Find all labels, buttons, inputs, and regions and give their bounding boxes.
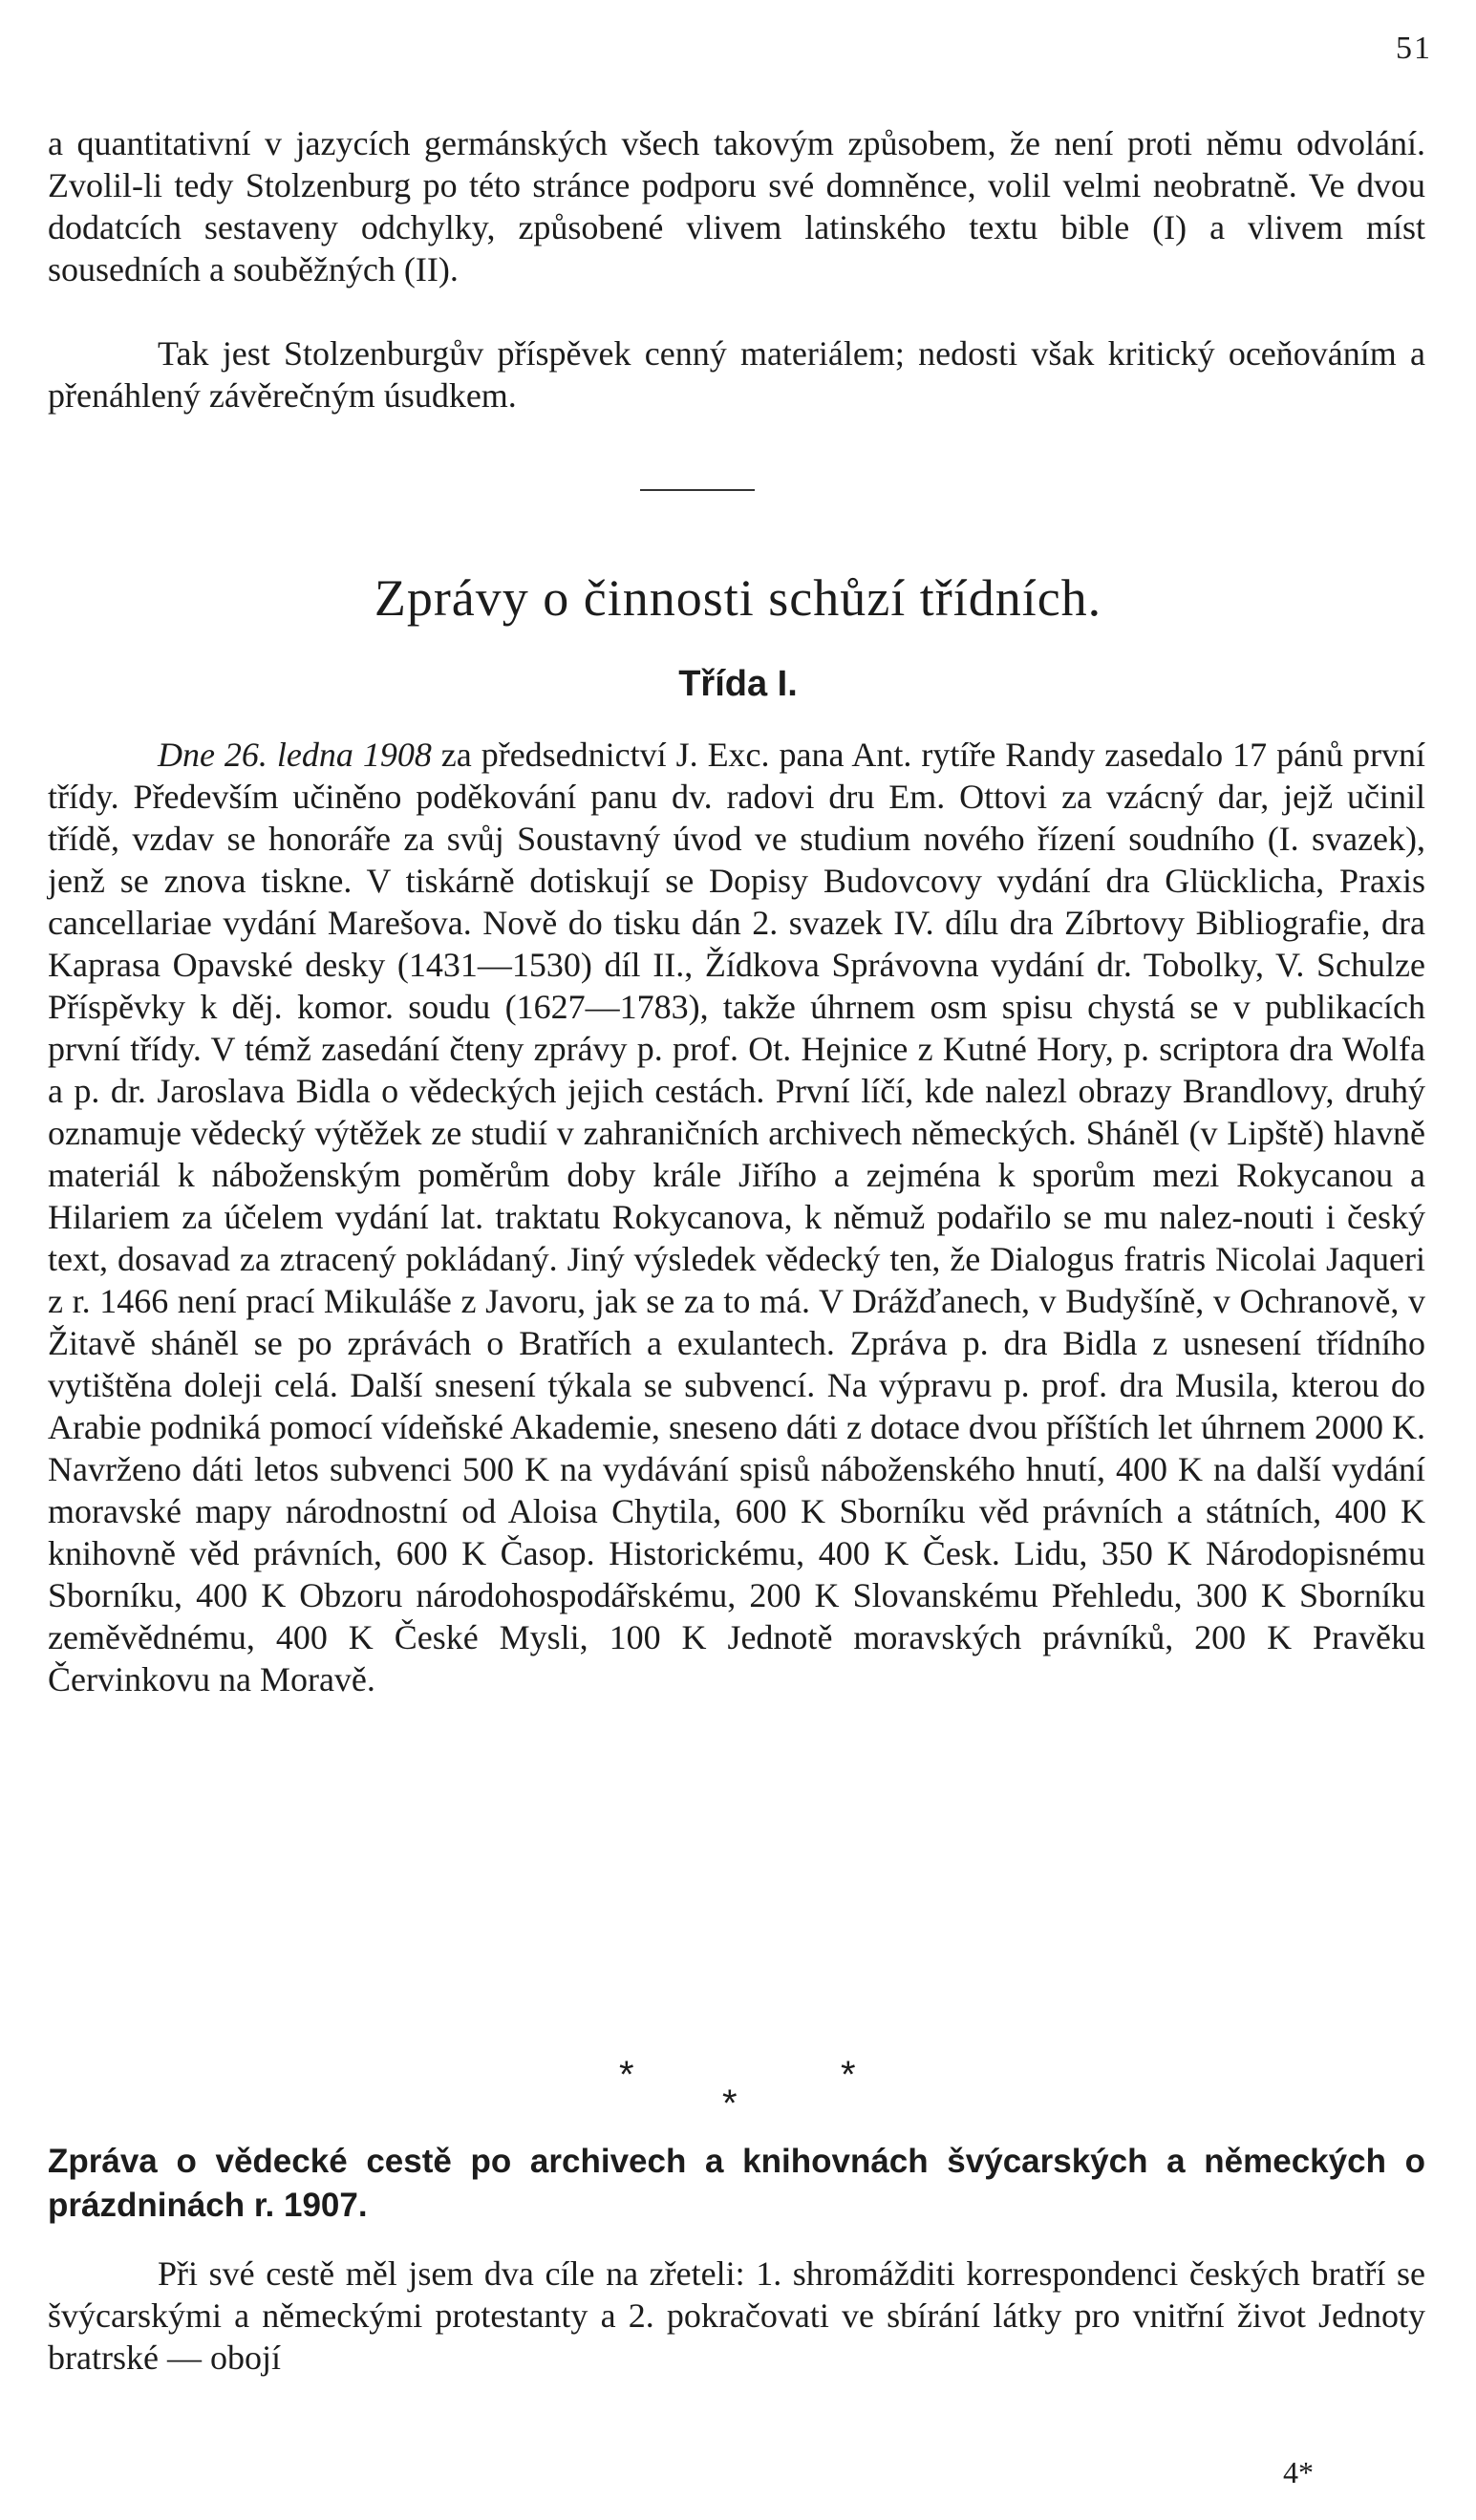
- session-report-text: za předsednictví J. Exc. pana Ant. rytíře Randy zasedalo 17 pánů první třídy. Především učiněno poděkování panu dv. radovi dru Em. Ottovi za vzácný dar, jejž učinil třídě, vzdav se honoráře za svůj Soustavný úvod ve studium nového řízení soudního (I. svazek), jenž se znova tiskne. V tiskárně dotiskují se Dopisy Budovcovy vydání dra Glücklicha, Praxis cancellariae vydání Marešova. Nově do tisku dán 2. svazek IV. dílu dra Zíbrtovy Bibliografie, dra Kaprasa Opavské desky (1431—1530) díl II., Žídkova Správovna vydání dr. Tobolky, V. Schulze Příspěvky k děj. komor. soudu (1627—1783), takže úhrnem osm spisu chystá se v publikacích první třídy. V témž zasedání čteny zprávy p. prof. Ot. Hejnice z Kutné Hory, p. scriptora dra Wolfa a p. dr. Jaroslava Bidla o vědeckých jejich cestách. První líčí, kde nalezl obrazy Brandlovy, druhý oznamuje vědecký výtěžek ze studií v zahraničních archivech německých. Sháněl (v Lipště) hlavně materiál k náboženským poměrům doby krále Jiřího a zejména k sporům mezi Rokycanou a Hilariem za účelem vydání lat. traktatu Rokycanova, k němuž podařilo se mu nalez-nouti i český text, dosavad za ztracený pokládaný. Jiný výsledek vědecký ten, že Dialogus fratris Nicolai Jaqueri z r. 1466 není prací Mikuláše z Javoru, jak se za to má. V Drážďanech, v Budyšíně, v Ochranově, v Žitavě sháněl se po zprávách o Bratřích a exulantech. Zpráva p. dra Bidla z usnesení třídního vytištěna doleji celá. Další snesení týkala se subvencí. Na výpravu p. prof. dra Musila, kterou do Arabie podniká pomocí vídeňské Akademie, sneseno dáti z dotace dvou příštích let úhrnem 2000 K. Navrženo dáti letos subvenci 500 K na vydávání spisů náboženského hnutí, 400 K na další vydání moravské mapy národnostní od Aloisa Chytila, 600 K Sborníku věd právních a státních, 400 K knihovně věd právních, 600 K Časop. Historickému, 400 K Česk. Lidu, 350 K Národopisnému Sborníku, 400 K Obzoru národohospodářskému, 200 K Slovanskému Přehledu, 300 K Sborníku zeměvědnému, 400 K České Mysli, 100 K Jednotě moravských právníků, 200 K Pravěku Červinkovu na Moravě.: [48, 736, 1425, 1698]
- intro-paragraph-2: Tak jest Stolzenburgův příspěvek cenný materiálem; nedosti však kritický oceňováním a přenáhlený závěrečným úsudkem.: [48, 334, 1425, 415]
- session-report-paragraph: [48, 734, 1425, 1700]
- class-heading: Třída I.: [678, 664, 798, 704]
- star-left: *: [619, 2054, 634, 2096]
- session-date: Dne 26. ledna 1908: [158, 736, 432, 774]
- intro-paragraph-1: a quantitativní v jazycích germánských všech takovým způsobem, že není proti němu odvolání. Zvolil-li tedy Stolzenburg po této stránce podporu své domněnce, volil velmi neobratně. Ve dvou dodatcích sestaveny odchylky, způsobené vlivem latinského textu bible (I) a vlivem míst sousedních a souběžných (II).: [48, 124, 1425, 288]
- star-right: *: [841, 2054, 856, 2096]
- report-title: Zpráva o vědecké cestě po archivech a knihovnách švýcarských a německých o prázdninách r. 1907.: [48, 2143, 1425, 2224]
- section-title: Zprávy o činnosti schůzí třídních.: [374, 569, 1102, 627]
- signature-mark: 4*: [1283, 2455, 1314, 2489]
- report-paragraph: Při své cestě měl jsem dva cíle na zřeteli: 1. shromážditi korrespondenci českých bratří se švýcarskými a německými protestanty a 2. pokračovati ve sbírání látky pro vnitřní život Jednoty bratrské — obojí: [48, 2254, 1425, 2377]
- separator-stars: [0, 2044, 1476, 2125]
- star-middle: *: [722, 2082, 738, 2125]
- page-number: 51: [1396, 31, 1432, 66]
- section-divider: [640, 489, 755, 491]
